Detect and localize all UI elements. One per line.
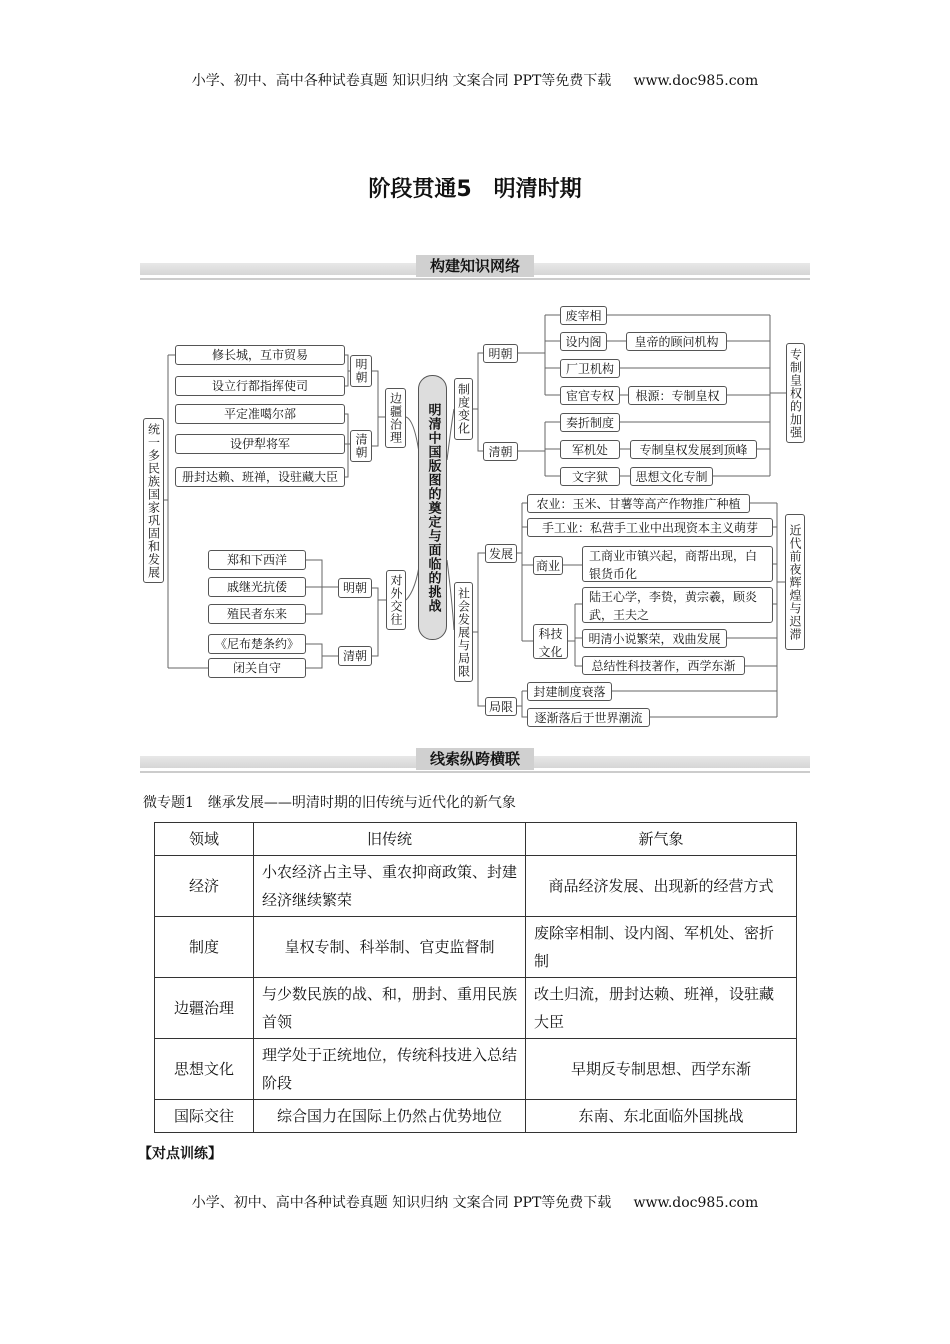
- node-foreign-qing-1: 《尼布楚条约》: [208, 634, 306, 654]
- node-lim-item: 逐渐落后于世界潮流: [527, 708, 650, 727]
- node-foreign-ming-2: 戚继光抗倭: [208, 577, 306, 597]
- node-foreign-ming-1: 郑和下西洋: [208, 550, 306, 570]
- node-system-item: 专制皇权发展到顶峰: [630, 440, 757, 459]
- page-title: 阶段贯通5 明清时期: [368, 177, 582, 202]
- node-craft: 手工业：私营手工业中出现资本主义萌芽: [527, 518, 773, 537]
- node-system-qing: 清朝: [483, 442, 518, 461]
- table-row: [155, 856, 797, 917]
- node-culture-item: 陆王心学，李贽，黄宗羲，顾炎武，王夫之: [582, 587, 773, 623]
- table-cell: 废除宰相制、设内阁、军机处、密折制: [526, 917, 797, 978]
- node-culture: 科技文化: [533, 624, 568, 659]
- table-cell: 国际交往: [155, 1100, 254, 1133]
- node-system-item: 设内阁: [560, 332, 607, 351]
- node-culture-item: 总结性科技著作，西学东渐: [582, 656, 745, 675]
- node-agri: 农业：玉米、甘薯等高产作物推广种植: [527, 494, 750, 513]
- node-system: 制度变化: [454, 378, 473, 440]
- table-cell: 综合国力在国际上仍然占优势地位: [254, 1100, 526, 1133]
- node-foreign-qing-2: 闭关自守: [208, 658, 306, 678]
- comparison-table: [154, 822, 797, 1133]
- node-frontier-qing: 清朝: [350, 430, 372, 462]
- node-frontier-ming-1: 修长城，互市贸易: [175, 345, 345, 365]
- node-society: 社会发展与局限: [454, 582, 473, 682]
- subtopic-title: 微专题1 继承发展——明清时期的旧传统与近代化的新气象: [143, 795, 516, 811]
- node-system-item: 根源：专制皇权: [628, 386, 727, 405]
- column-header: 旧传统: [254, 823, 526, 856]
- footer-url[interactable]: www.doc985.com: [633, 1195, 759, 1211]
- node-frontier-qing-3: 册封达赖、班禅，设驻藏大臣: [175, 467, 345, 487]
- node-foreign: 对外交往: [386, 570, 406, 630]
- table-cell: 改土归流，册封达赖、班禅，设驻藏大臣: [526, 978, 797, 1039]
- column-header: 新气象: [526, 823, 797, 856]
- node-foreign-qing: 清朝: [338, 646, 372, 666]
- table-cell: 皇权专制、科举制、官吏监督制: [254, 917, 526, 978]
- section-banner-clues: [140, 748, 810, 774]
- table-row: [155, 1100, 797, 1133]
- node-society-conclusion: 近代前夜辉煌与迟滞: [785, 514, 805, 650]
- node-system-item: 厂卫机构: [560, 359, 620, 378]
- node-commerce-detail: 工商业市镇兴起，商帮出现，白银货币化: [582, 546, 773, 582]
- table-header-row: [155, 823, 797, 856]
- column-header: 领域: [155, 823, 254, 856]
- node-society-lim: 局限: [485, 697, 517, 716]
- node-system-item: 皇帝的顾问机构: [626, 332, 727, 351]
- node-commerce: 商业: [533, 556, 563, 575]
- node-culture-item: 明清小说繁荣，戏曲发展: [582, 629, 727, 648]
- header-text: 小学、初中、高中各种试卷真题 知识归纳 文案合同 PPT等免费下载: [191, 73, 612, 89]
- table-cell: 边疆治理: [155, 978, 254, 1039]
- footer-text: 小学、初中、高中各种试卷真题 知识归纳 文案合同 PPT等免费下载: [191, 1195, 612, 1211]
- table-cell: 思想文化: [155, 1039, 254, 1100]
- mindmap-left-root: 统一多民族国家巩固和发展: [143, 418, 164, 583]
- node-system-item: 宦官专权: [560, 386, 620, 405]
- node-system-item: 文字狱: [560, 467, 620, 486]
- table-cell: 与少数民族的战、和，册封、重用民族首领: [254, 978, 526, 1039]
- node-foreign-ming: 明朝: [338, 578, 372, 598]
- node-system-ming: 明朝: [483, 344, 518, 363]
- node-foreign-ming-3: 殖民者东来: [208, 604, 306, 624]
- table-cell: 早期反专制思想、西学东渐: [526, 1039, 797, 1100]
- training-heading: 【对点训练】: [138, 1146, 222, 1162]
- table-row: [155, 1039, 797, 1100]
- node-society-dev: 发展: [485, 544, 517, 563]
- node-system-item: 奏折制度: [560, 413, 620, 432]
- node-frontier-ming-2: 设立行都指挥使司: [175, 376, 345, 396]
- section-title: 线索纵跨横联: [416, 748, 534, 770]
- node-system-item: 思想文化专制: [630, 467, 713, 486]
- table-cell: 东南、东北面临外国挑战: [526, 1100, 797, 1133]
- node-frontier-qing-1: 平定准噶尔部: [175, 404, 345, 424]
- page-footer: [0, 1192, 950, 1212]
- node-frontier-ming: 明朝: [350, 355, 372, 387]
- header-url[interactable]: www.doc985.com: [633, 73, 759, 89]
- table-cell: 经济: [155, 856, 254, 917]
- section-title: 构建知识网络: [416, 255, 534, 277]
- node-system-item: 军机处: [560, 440, 620, 459]
- table-row: [155, 917, 797, 978]
- node-frontier-qing-2: 设伊犁将军: [175, 434, 345, 454]
- table-cell: 制度: [155, 917, 254, 978]
- node-system-item: 废宰相: [560, 306, 607, 325]
- mindmap-center: 明清中国版图的奠定与面临的挑战: [418, 375, 447, 640]
- node-lim-item: 封建制度衰落: [527, 682, 612, 701]
- table-cell: 商品经济发展、出现新的经营方式: [526, 856, 797, 917]
- table-cell: 小农经济占主导、重农抑商政策、封建经济继续繁荣: [254, 856, 526, 917]
- table-row: [155, 978, 797, 1039]
- table-cell: 理学处于正统地位，传统科技进入总结阶段: [254, 1039, 526, 1100]
- node-system-conclusion: 专制皇权的加强: [786, 343, 805, 443]
- node-frontier: 边疆治理: [385, 388, 406, 448]
